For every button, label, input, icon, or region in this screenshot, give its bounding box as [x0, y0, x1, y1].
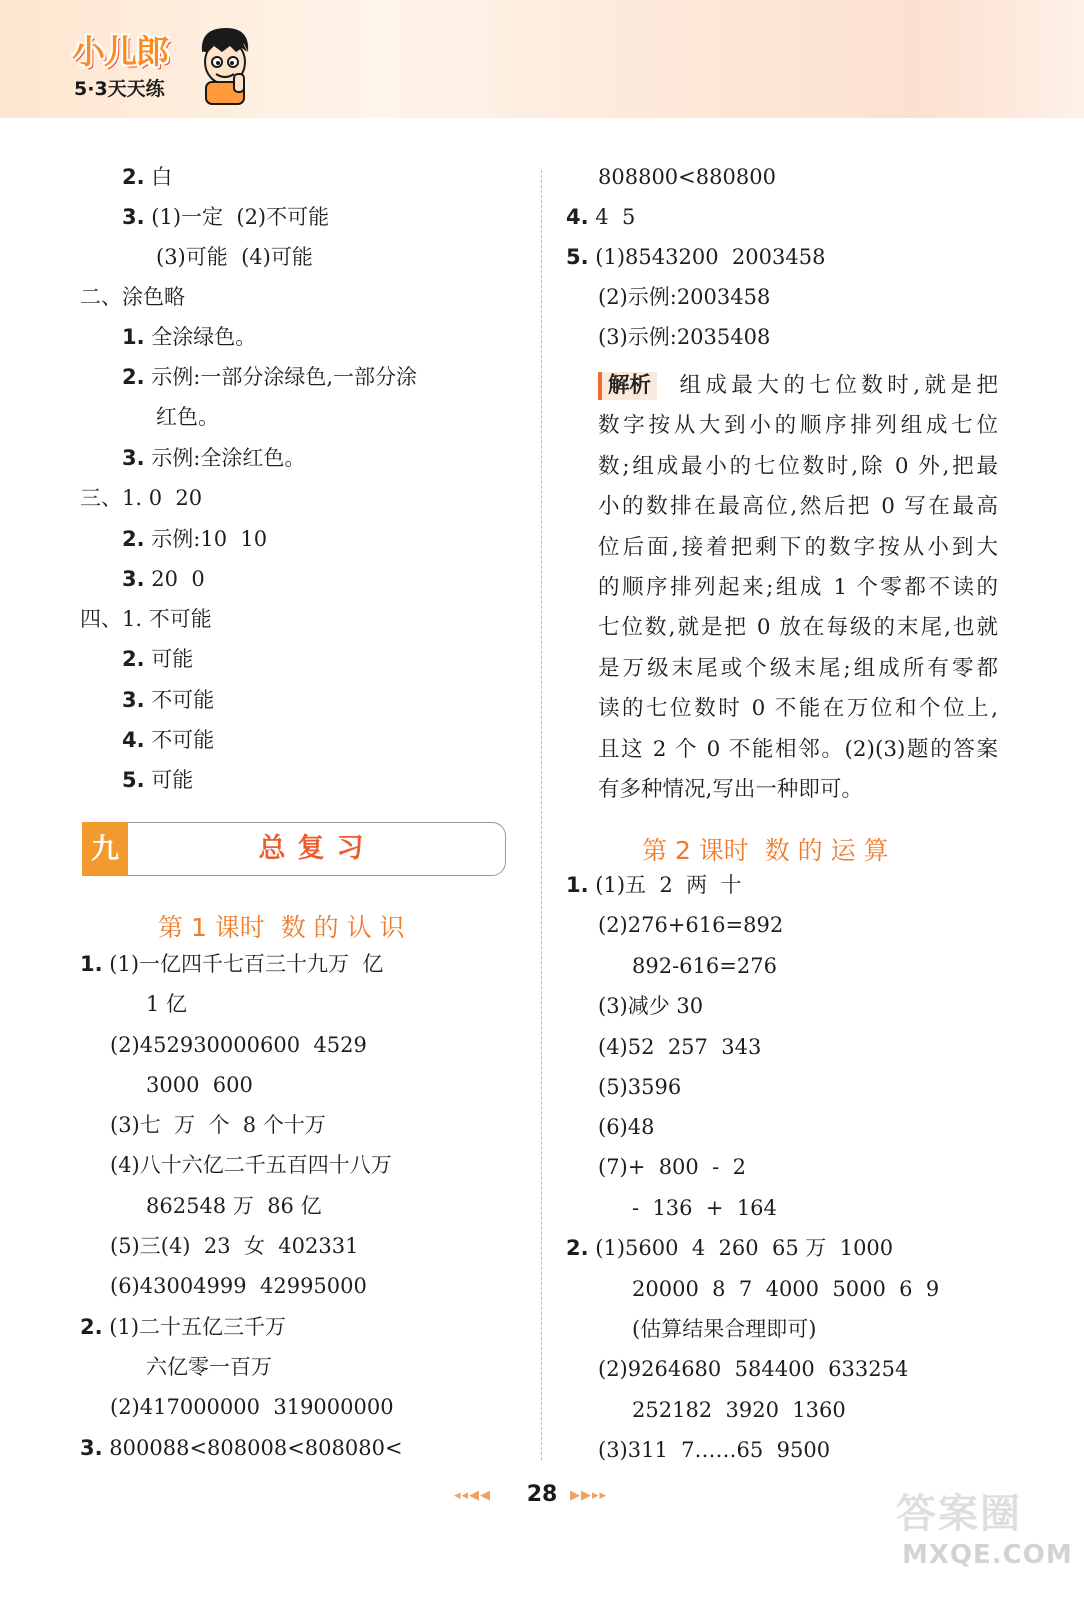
answer-line — [122, 327, 256, 348]
logo-title: 小儿郎 — [72, 32, 168, 71]
answer-line — [598, 915, 783, 936]
unit-number: 九 — [82, 822, 128, 876]
answer-text: 红色。 — [156, 405, 219, 429]
item-number: 5. — [566, 245, 589, 269]
item-number: 3. — [122, 688, 145, 712]
answer-line — [632, 956, 777, 977]
answer-text: 20 0 — [151, 567, 205, 591]
answer-line — [598, 1359, 908, 1380]
page-number: 28 — [526, 1482, 558, 1507]
item-number: 2. — [80, 1315, 103, 1339]
watermark-sub: MXQE.COM — [902, 1540, 1073, 1570]
analysis-line: 是万级末尾或个级末尾;组成所有零都 — [598, 655, 998, 681]
answer-line — [110, 1236, 358, 1257]
answer-text: (2)示例:2003458 — [598, 285, 771, 309]
logo — [72, 26, 252, 110]
answer-line — [598, 1037, 761, 1058]
answer-text: (4)八十六亿二千五百四十八万 — [110, 1153, 392, 1177]
answer-line — [80, 488, 202, 509]
answer-text: 二、涂色略 — [80, 285, 185, 309]
answer-line — [156, 247, 313, 268]
answer-text: (5)三(4) 23 女 402331 — [110, 1234, 359, 1258]
answer-line — [122, 207, 329, 228]
answer-line — [146, 1196, 322, 1217]
answer-text: (2)417000000 319000000 — [110, 1395, 394, 1419]
answer-text: (2)9264680 584400 633254 — [598, 1357, 909, 1381]
item-number: 3. — [122, 205, 145, 229]
item-number: 2. — [122, 365, 145, 389]
answer-text: (1)五 2 两 十 — [595, 873, 742, 897]
answer-line — [566, 247, 825, 268]
answer-text: 4 5 — [595, 205, 636, 229]
item-number: 3. — [122, 446, 145, 470]
answer-line — [146, 1075, 253, 1096]
answer-text: 3000 600 — [146, 1073, 253, 1097]
answer-line — [80, 609, 212, 630]
answer-text: 六亿零一百万 — [146, 1355, 272, 1379]
item-number: 1. — [566, 873, 589, 897]
answer-line — [598, 1077, 681, 1098]
answer-line — [632, 1319, 816, 1340]
answer-line — [122, 649, 193, 670]
item-number: 2. — [566, 1236, 589, 1260]
item-number: 1. — [80, 952, 103, 976]
answer-text: (1)8543200 2003458 — [595, 245, 826, 269]
answer-line — [632, 1279, 939, 1300]
answer-text: (7)+ 800 - 2 — [598, 1155, 746, 1179]
answer-text: (3)可能 (4)可能 — [156, 245, 313, 269]
answer-line — [632, 1198, 777, 1219]
analysis-line: 读的七位数时 0 不能在万位和个位上, — [598, 696, 998, 722]
answer-line — [566, 207, 635, 228]
answer-text: 白 — [151, 165, 173, 189]
analysis-line: 位后面,接着把剩下的数字按从小到大 — [598, 534, 998, 560]
answer-line — [146, 994, 187, 1015]
answer-text: (1)一亿四千七百三十九万 亿 — [109, 952, 384, 976]
answer-text: 示例:全涂红色。 — [151, 446, 306, 470]
analysis-line: 有多种情况,写出一种即可。 — [598, 776, 863, 802]
watermark — [896, 1482, 1073, 1592]
answer-text: 可能 — [151, 647, 194, 671]
answer-text: 1 亿 — [146, 992, 188, 1016]
answer-text: 示例:10 10 — [151, 527, 268, 551]
answer-text: 可能 — [151, 768, 194, 792]
next-arrows-icon: ▶▶▸▸ — [570, 1488, 608, 1503]
analysis-line: 的顺序排列起来;组成 1 个零都不读的 — [598, 574, 998, 600]
item-number: 2. — [122, 527, 145, 551]
answer-text: (6)48 — [598, 1115, 655, 1139]
analysis-line-first — [598, 366, 998, 406]
answer-line — [110, 1115, 326, 1136]
answer-line — [110, 1276, 367, 1297]
item-number: 3. — [122, 567, 145, 591]
lesson-2-title: 第 2 课时 数 的 运 算 — [642, 836, 889, 865]
answer-line — [566, 1238, 893, 1259]
watermark-main: 答案圈 — [896, 1491, 1022, 1537]
unit-title: 总复习 — [258, 833, 376, 864]
answer-line — [122, 448, 305, 469]
answer-line — [122, 167, 172, 188]
item-number: 3. — [80, 1436, 103, 1460]
answer-line — [80, 954, 383, 975]
answer-line — [598, 1117, 654, 1138]
answer-text: 四、1. 不可能 — [80, 607, 212, 631]
answer-text: 不可能 — [151, 728, 215, 752]
answer-line — [110, 1397, 394, 1418]
answer-line — [632, 1400, 846, 1421]
answer-text: (估算结果合理即可) — [632, 1317, 817, 1341]
answer-line — [122, 529, 267, 550]
answer-line — [598, 1157, 746, 1178]
answer-text: (6)43004999 42995000 — [110, 1274, 367, 1298]
answer-text: (3)311 7……65 9500 — [598, 1438, 831, 1462]
answer-text: (3)示例:2035408 — [598, 325, 771, 349]
answer-text: - 136 + 164 — [632, 1196, 777, 1220]
answer-line — [598, 996, 703, 1017]
answer-text: 不可能 — [151, 688, 215, 712]
mascot-icon — [192, 22, 256, 106]
analysis-block — [598, 366, 998, 810]
answer-line — [122, 730, 214, 751]
analysis-line: 组成最大的七位数时,就是把 — [675, 373, 998, 398]
answer-text: 862548 万 86 亿 — [146, 1194, 322, 1218]
analysis-line: 且这 2 个 0 不能相邻。(2)(3)题的答案 — [598, 736, 998, 762]
answer-text: (1)5600 4 260 65 万 1000 — [595, 1236, 894, 1260]
answer-line — [80, 1317, 286, 1338]
item-number: 2. — [122, 647, 145, 671]
answer-line — [122, 690, 214, 711]
answer-line — [598, 1440, 830, 1461]
analysis-line: 数字按从大到小的顺序排列组成七位 — [598, 413, 998, 439]
answer-text: 892-616=276 — [632, 954, 777, 978]
answer-text: 三、1. 0 20 — [80, 486, 203, 510]
logo-subtitle: 5·3天天练 — [74, 78, 165, 100]
answer-text: (5)3596 — [598, 1075, 682, 1099]
answer-text: (2)452930000600 4529 — [110, 1033, 367, 1057]
answer-text: (1)二十五亿三千万 — [109, 1315, 287, 1339]
answer-line — [566, 875, 741, 896]
answer-text: 808800<880800 — [598, 165, 776, 189]
column-divider — [541, 170, 542, 1460]
analysis-line: 小的数排在最高位,然后把 0 写在最高 — [598, 494, 998, 520]
analysis-line: 数;组成最小的七位数时,除 0 外,把最 — [598, 453, 998, 479]
answer-text: 全涂绿色。 — [151, 325, 257, 349]
answer-line — [146, 1357, 272, 1378]
answer-text: 20000 8 7 4000 5000 6 9 — [632, 1277, 940, 1301]
answer-line — [598, 327, 770, 348]
answer-line — [156, 407, 219, 428]
answer-line — [598, 167, 776, 188]
prev-arrows-icon: ◂◂◀◀ — [454, 1488, 492, 1503]
answer-text: (2)276+616=892 — [598, 913, 784, 937]
answer-text: (3)七 万 个 8 个十万 — [110, 1113, 326, 1137]
answer-line — [122, 569, 205, 590]
answer-line — [122, 770, 193, 791]
answer-line — [110, 1035, 367, 1056]
answer-text: (3)减少 30 — [598, 994, 704, 1018]
lesson-1-title: 第 1 课时 数 的 认 识 — [158, 913, 405, 942]
item-number: 4. — [122, 728, 145, 752]
answer-text: 800088<808008<808080< — [109, 1436, 403, 1460]
answer-text: 252182 3920 1360 — [632, 1398, 846, 1422]
item-number: 1. — [122, 325, 145, 349]
analysis-line: 七位数,就是把 0 放在每级的末尾,也就 — [598, 615, 998, 641]
answer-line — [122, 367, 417, 388]
answer-line — [110, 1155, 392, 1176]
item-number: 5. — [122, 768, 145, 792]
analysis-tag: 解析 — [598, 372, 657, 400]
unit-banner — [82, 822, 506, 876]
answer-line — [80, 287, 185, 308]
answer-text: 示例:一部分涂绿色,一部分涂 — [151, 365, 418, 389]
answer-text: (1)一定 (2)不可能 — [151, 205, 330, 229]
item-number: 4. — [566, 205, 589, 229]
item-number: 2. — [122, 165, 145, 189]
answer-line — [598, 287, 770, 308]
answer-line — [80, 1438, 403, 1459]
answer-text: (4)52 257 343 — [598, 1035, 762, 1059]
